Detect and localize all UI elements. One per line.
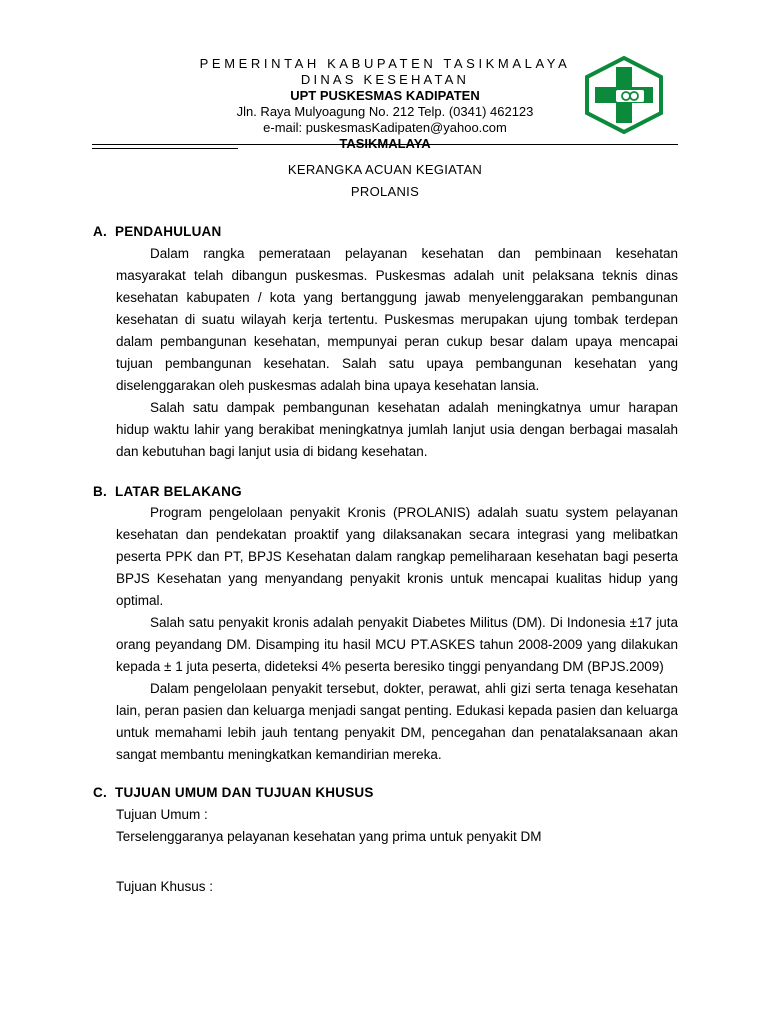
puskesmas-logo-icon [583, 55, 665, 135]
tujuan-umum-text: Terselenggaranya pelayanan kesehatan yang prima untuk penyakit DM [116, 829, 542, 844]
section-a-letter: A. [93, 224, 107, 239]
section-a-body [116, 243, 678, 463]
letterhead-government: PEMERINTAH KABUPATEN TASIKMALAYA [199, 56, 571, 71]
section-c-letter: C. [93, 785, 107, 800]
tujuan-umum-label: Tujuan Umum : [116, 807, 208, 822]
letterhead-address: Jln. Raya Mulyoagung No. 212 Telp. (0341) 462123 [236, 104, 534, 119]
letterhead-unit: UPT PUSKESMAS KADIPATEN [290, 88, 480, 103]
letterhead-divider [92, 144, 678, 145]
letterhead-city: TASIKMALAYA [339, 136, 431, 151]
section-c-heading [93, 785, 374, 800]
section-a-paragraph-1: Dalam rangka pemerataan pelayanan kesehatan dan pembinaan kesehatan masyarakat telah dibangun puskesmas. Puskesmas adalah unit pelaksana teknis dinas kesehatan kabupaten / kota yang bertanggung jawab menyelenggarakan pembangunan kesehatan di suatu wilayah kerja tertentu. Puskesmas merupakan ujung tombak terdepan dalam pembangunan kesehatan, mempunyai peran cukup besar dalam upaya mencapai tujuan pembangunan kesehatan. Salah satu upaya pembangunan kesehatan yang diselenggarakan oleh puskesmas adalah bina upaya kesehatan lansia. [116, 246, 678, 393]
section-c-title: TUJUAN UMUM DAN TUJUAN KHUSUS [115, 785, 374, 800]
section-b-title: LATAR BELAKANG [115, 484, 242, 499]
document-subtitle: PROLANIS [350, 184, 420, 199]
section-b-heading [93, 484, 242, 499]
section-b-body [116, 502, 678, 766]
letterhead-agency: DINAS KESEHATAN [300, 72, 470, 87]
tujuan-khusus-label: Tujuan Khusus : [116, 879, 214, 894]
section-a-paragraph-2: Salah satu dampak pembangunan kesehatan adalah meningkatnya umur harapan hidup waktu lahir yang berakibat meningkatnya jumlah lanjut usia dengan berbagai masalah dan kebutuhan bagi lanjut usia di bidang kesehatan. [116, 400, 678, 459]
letterhead-divider-short [92, 148, 238, 149]
section-b-paragraph-1: Program pengelolaan penyakit Kronis (PROLANIS) adalah suatu system pelayanan kesehatan dan pendekatan proaktif yang dilaksanakan secara integrasi yang melibatkan peserta PPK dan PT, BPJS Kesehatan dalam rangkap pemeliharaan kesehatan bagi peserta BPJS Kesehatan yang menyandang penyakit kronis untuk mencapai kualitas hidup yang optimal. [116, 505, 678, 608]
document-title: KERANGKA ACUAN KEGIATAN [287, 162, 483, 177]
letterhead-email: e-mail: puskesmasKadipaten@yahoo.com [263, 120, 507, 135]
section-a-heading [93, 224, 221, 239]
section-b-paragraph-3: Dalam pengelolaan penyakit tersebut, dokter, perawat, ahli gizi serta tenaga kesehatan lain, peran pasien dan keluarga menjadi sangat penting. Edukasi kepada pasien dan keluarga untuk memahami lebih jauh tentang penyakit DM, pencegahan dan penatalaksanaan akan sangat membantu meningkatkan kemandirian mereka. [116, 681, 678, 762]
section-b-paragraph-2: Salah satu penyakit kronis adalah penyakit Diabetes Militus (DM). Di Indonesia ±17 juta orang peyandang DM. Disamping itu hasil MCU PT.ASKES tahun 2008-2009 yang dilakukan kepada ± 1 juta peserta, dideteksi 4% peserta beresiko tinggi penyandang DM (BPJS.2009) [116, 615, 678, 674]
section-b-letter: B. [93, 484, 107, 499]
section-a-title: PENDAHULUAN [115, 224, 222, 239]
